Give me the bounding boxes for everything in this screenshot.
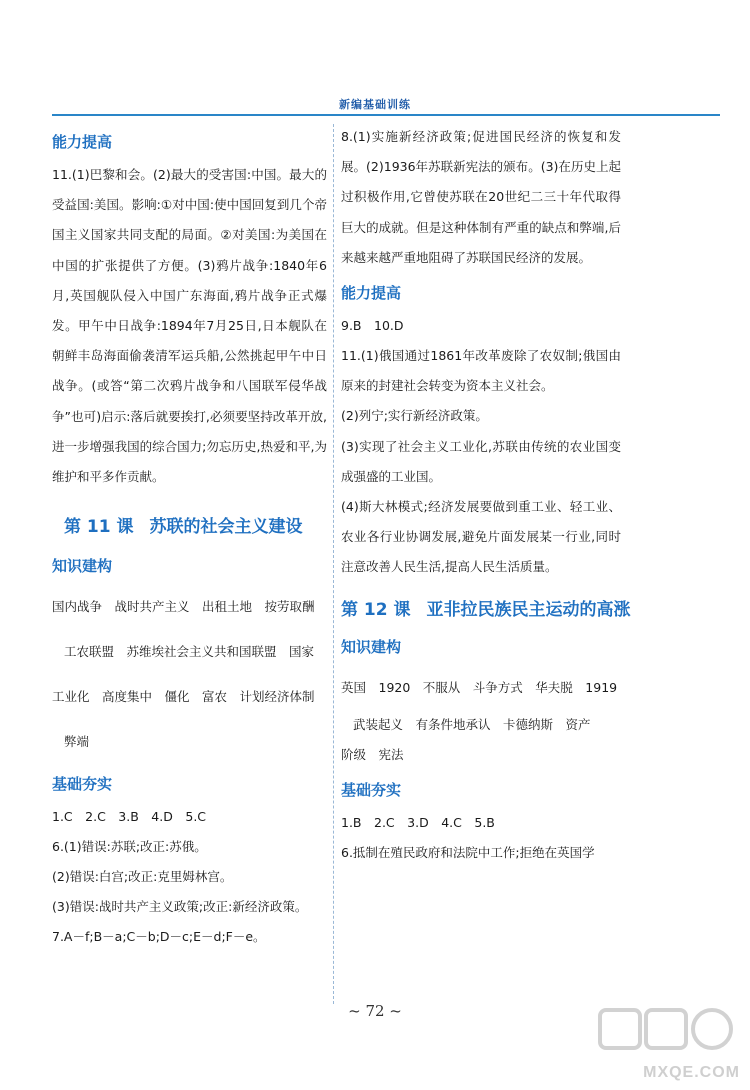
- keyword-line: 英国 1920 不服从 斗争方式 华夫脱 1919: [341, 679, 618, 695]
- section-heading-ability: 能力提高: [52, 133, 113, 151]
- section-heading-knowledge: 知识建构: [341, 637, 402, 656]
- running-header: 新编基础训练: [339, 98, 411, 111]
- lesson-number: 第 11 课: [64, 517, 134, 538]
- page-number: ~ 72 ~: [348, 1002, 402, 1020]
- section-heading-basic: 基础夯实: [341, 780, 402, 799]
- keyword-line: 工农联盟 苏维埃社会主义共和国联盟 国家: [64, 644, 315, 660]
- keyword-line: 弊端: [64, 734, 90, 750]
- watermark-graphic-icon: [596, 1004, 736, 1056]
- section-heading-knowledge: 知识建构: [52, 557, 113, 576]
- watermark-text: MXQE.COM: [643, 1064, 740, 1081]
- keyword-line: 武装起义 有条件地承认 卡德纳斯 资产: [353, 716, 591, 732]
- answer-6-3: (3)错误:战时共产主义政策;改正:新经济政策。: [52, 899, 308, 915]
- answer-11: 11.(1)巴黎和会。(2)最大的受害国:中国。最大的受益国:美国。影响:①对中国:使中国回复到几个帝国主义国家共同支配的局面。②对美国:为美国在中国的扩张提供了方便。(3)鸦片战争:1840年6月,英国舰队侵入中国广东海面,鸦片战争正式爆发。甲午中日战争:1894年7月25日,日本舰队在朝鲜丰岛海面偷袭清军运兵船,公然挑起甲午中日战争。(或答“第二次鸦片战争和八国联军侵华战争”也可)启示:落后就要挨打,必须要坚持改革开放,进一步增强我国的综合国力;勿忘历史,热爱和平,为维护和平多作贡献。: [52, 167, 327, 485]
- multiple-choice-answers: 1.C 2.C 3.B 4.D 5.C: [52, 809, 207, 825]
- lesson-title: 亚非拉民族民主运动的高涨: [426, 599, 631, 620]
- section-heading-basic: 基础夯实: [52, 775, 113, 794]
- answer-11-2: (2)列宁;实行新经济政策。: [341, 408, 488, 424]
- keyword-line: 国内战争 战时共产主义 出租土地 按劳取酬: [52, 599, 315, 615]
- lesson-11-heading: [64, 512, 327, 542]
- multiple-choice-answers: 9.B 10.D: [341, 318, 404, 334]
- multiple-choice-answers: 1.B 2.C 3.D 4.C 5.B: [341, 814, 495, 830]
- answer-6: 6.抵制在殖民政府和法院中工作;拒绝在英国学: [341, 844, 595, 860]
- answer-8: 8.(1)实施新经济政策;促进国民经济的恢复和发展。(2)1936年苏联新宪法的颁布。(3)在历史上起过积极作用,它曾使苏联在20世纪二三十年代取得巨大的成就。但是这种体制有严重的缺点和弊端,后来越来越严重地阻碍了苏联国民经济的发展。: [341, 129, 621, 265]
- lesson-number: 第 12 课: [341, 599, 411, 620]
- right-column: [341, 122, 631, 868]
- watermark-logo: [592, 1004, 742, 1084]
- answer-6-2: (2)错误:白宫;改正:克里姆林宫。: [52, 869, 233, 885]
- answer-7: 7.A－f;B－a;C－b;D－c;E－d;F－e。: [52, 929, 266, 945]
- answer-11-3: (3)实现了社会主义工业化,苏联由传统的农业国变成强盛的工业国。: [341, 438, 621, 484]
- section-heading-ability: 能力提高: [341, 284, 402, 303]
- keyword-line: 阶级 宪法: [341, 746, 404, 762]
- lesson-12-heading: [341, 595, 631, 625]
- left-column: [52, 122, 327, 952]
- answer-11-4: (4)斯大林模式;经济发展要做到重工业、轻工业、农业各行业协调发展,避免片面发展某一行业,同时注意改善人民生活,提高人民生活质量。: [341, 499, 621, 575]
- keyword-line: 工业化 高度集中 僵化 富农 计划经济体制: [52, 689, 315, 705]
- lesson-title: 苏联的社会主义建设: [149, 517, 303, 538]
- header-rule: [52, 114, 720, 116]
- answer-6-1: 6.(1)错误:苏联;改正:苏俄。: [52, 839, 207, 855]
- answer-11-1: 11.(1)俄国通过1861年改革废除了农奴制;俄国由原来的封建社会转变为资本主义社会。: [341, 348, 621, 394]
- column-divider: [333, 124, 334, 1004]
